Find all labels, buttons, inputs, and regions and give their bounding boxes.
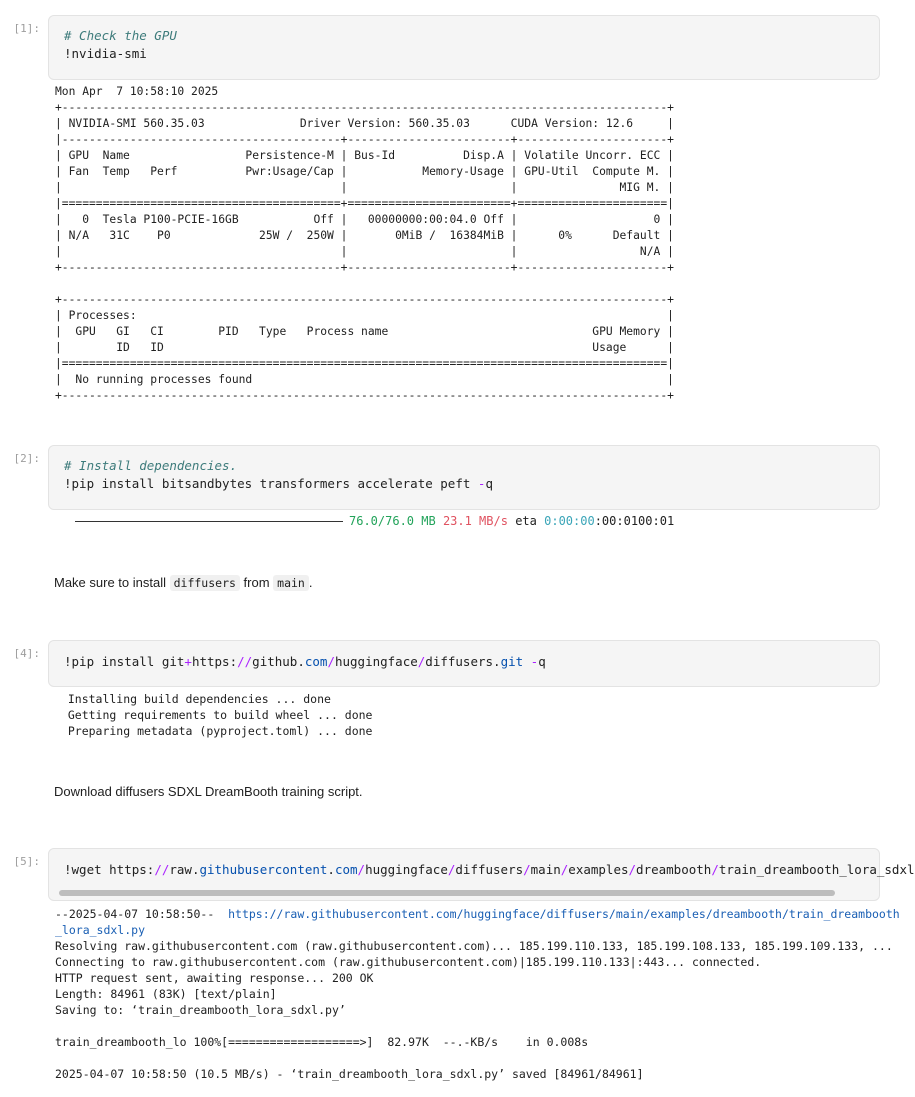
code-line: !wget https://raw.githubusercontent.com/huggingface/diffusers/main/examples/dreambooth/train_dreambooth_lora_sdxl: [64, 862, 915, 877]
output-line: | | | N/A |: [55, 245, 674, 258]
wget-url-link[interactable]: https://raw.githubusercontent.com/huggingface/diffusers/main/examples/dreambooth/train_dreambooth: [228, 907, 900, 921]
output-line: +-----------------------------------------+------------------------+----------------------+: [55, 261, 674, 274]
output-line: train_dreambooth_lo 100%[===================>] 82.97K --.-KB/s in 0.008s: [55, 1035, 589, 1049]
output-line: | Processes: |: [55, 309, 674, 322]
output-line: +-----------------------------------------------------------------------------------------+: [55, 101, 674, 114]
output-line: | No running processes found |: [55, 373, 674, 386]
progress-tail: :00:0100:01: [594, 514, 675, 528]
output-line: Preparing metadata (pyproject.toml) ... done: [54, 724, 373, 738]
md-code-diffusers: diffusers: [170, 575, 240, 591]
code-line: !pip install git+https://github.com/huggingface/diffusers.git -q: [64, 654, 546, 669]
output-line: | ID ID Usage |: [55, 341, 674, 354]
code-cell-check-gpu[interactable]: [48, 15, 880, 80]
output-line: HTTP request sent, awaiting response... 200 OK: [55, 971, 374, 985]
markdown-note-install: [54, 575, 312, 590]
wget-log-lines: [55, 939, 893, 1081]
output-line: | GPU GI CI PID Type Process name GPU Memory |: [55, 325, 674, 338]
code-cell-install-diffusers[interactable]: [48, 640, 880, 687]
output-line: | 0 Tesla P100-PCIE-16GB Off | 00000000:00:04.0 Off | 0 |: [55, 213, 674, 226]
md-code-main: main: [273, 575, 309, 591]
output-line: Getting requirements to build wheel ... done: [54, 708, 373, 722]
cell-output-wget: [55, 906, 900, 1082]
output-line: [55, 276, 674, 292]
output-line: +-----------------------------------------------------------------------------------------+: [55, 389, 674, 402]
progress-eta: 0:00:00: [544, 514, 595, 528]
cell-prompt: [1]:: [13, 22, 40, 35]
horizontal-scrollbar[interactable]: [59, 890, 835, 896]
markdown-download-note: Download diffusers SDXL DreamBooth training script.: [54, 784, 363, 799]
code-comment: # Install dependencies.: [64, 458, 238, 473]
md-text: from: [239, 575, 274, 590]
output-line: 2025-04-07 10:58:50 (10.5 MB/s) - ‘train_dreambooth_lora_sdxl.py’ saved [84961/84961]: [55, 1067, 644, 1081]
output-line: Length: 84961 (83K) [text/plain]: [55, 987, 277, 1001]
output-line: | | | MIG M. |: [55, 181, 674, 194]
code-cell-wget[interactable]: [48, 848, 915, 901]
md-text: Make sure to install: [54, 575, 170, 590]
cell-output-nvidia-smi: [55, 84, 674, 404]
code-comment: # Check the GPU: [64, 28, 177, 43]
progress-speed: 23.1 MB/s: [442, 514, 508, 528]
progress-size: 76.0/76.0 MB: [349, 514, 436, 528]
wget-url-link-cont[interactable]: _lora_sdxl.py: [55, 923, 146, 937]
md-text: .: [308, 575, 313, 590]
output-line: | N/A 31C P0 25W / 250W | 0MiB / 16384MiB | 0% Default |: [55, 229, 674, 242]
output-line: |=========================================+========================+======================|: [55, 197, 674, 210]
cell-prompt: [5]:: [13, 855, 40, 868]
code-line: !nvidia-smi: [64, 46, 147, 61]
cell-prompt: [2]:: [13, 452, 40, 465]
output-line: |-----------------------------------------+------------------------+----------------------+: [55, 133, 674, 146]
cell-prompt: [4]:: [13, 647, 40, 660]
progress-eta-label: eta: [515, 514, 537, 528]
code-line: !pip install bitsandbytes transformers accelerate peft -q: [64, 476, 493, 491]
pip-progress-output: [75, 513, 674, 529]
output-line: Resolving raw.githubusercontent.com (raw.githubusercontent.com)... 185.199.110.133, 185.199.108.133, 185.199.109.133, ...: [55, 939, 893, 953]
code-cell-install-deps[interactable]: [48, 445, 880, 510]
output-line: +-----------------------------------------------------------------------------------------+: [55, 293, 674, 306]
output-line: Installing build dependencies ... done: [54, 692, 331, 706]
output-line: |=========================================================================================|: [55, 357, 674, 370]
wget-timestamp: --2025-04-07 10:58:50--: [55, 907, 229, 921]
output-line: | GPU Name Persistence-M | Bus-Id Disp.A | Volatile Uncorr. ECC |: [55, 149, 674, 162]
output-line: | Fan Temp Perf Pwr:Usage/Cap | Memory-Usage | GPU-Util Compute M. |: [55, 165, 674, 178]
output-line: Mon Apr 7 10:58:10 2025: [55, 85, 219, 98]
output-line: | NVIDIA-SMI 560.35.03 Driver Version: 560.35.03 CUDA Version: 12.6 |: [55, 117, 674, 130]
output-line: Connecting to raw.githubusercontent.com (raw.githubusercontent.com)|185.199.110.133|:443... connected.: [55, 955, 762, 969]
cell-output-pip: [54, 691, 373, 739]
output-line: Saving to: ‘train_dreambooth_lora_sdxl.py’: [55, 1003, 346, 1017]
progress-bar: [75, 521, 343, 522]
